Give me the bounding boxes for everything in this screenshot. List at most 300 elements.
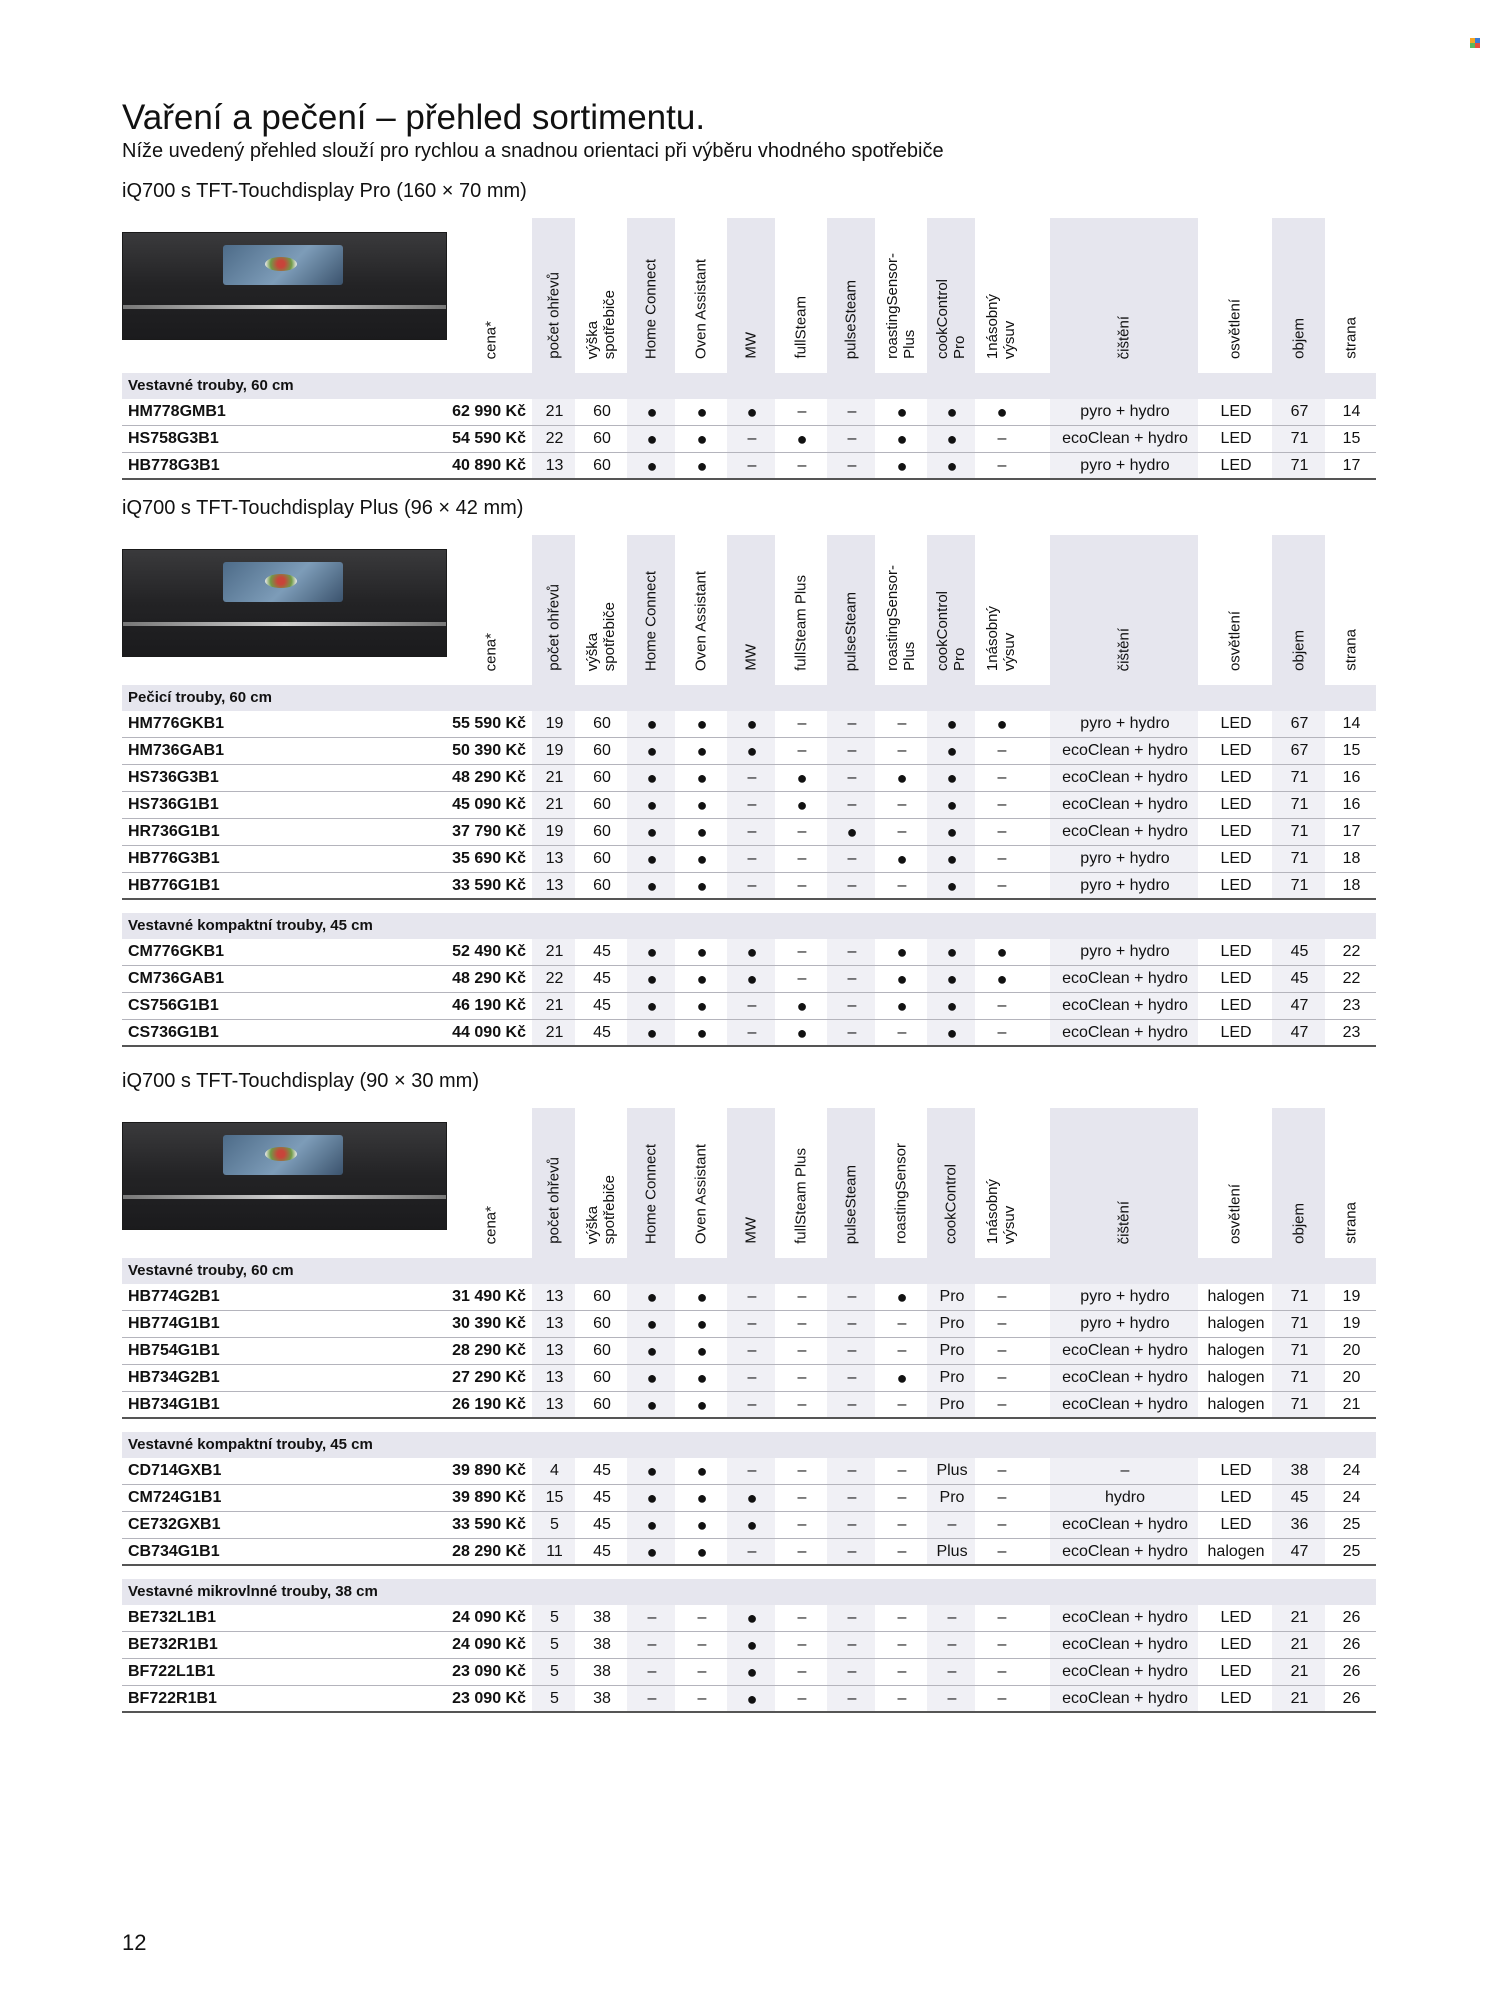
table-cell: ● (646, 1542, 658, 1562)
table-row (122, 792, 1376, 819)
table-cell: 22 (1342, 970, 1361, 987)
table-cell: ecoClean + hydro (1062, 1690, 1188, 1707)
table-cell: – (847, 403, 857, 420)
table-cell: 13 (545, 1288, 564, 1305)
table-cell: ● (646, 1488, 658, 1508)
model-cell: HR736G1B1 (128, 823, 220, 840)
table-cell: pyro + hydro (1080, 403, 1170, 420)
table-cell: 26 (1342, 1636, 1361, 1653)
table-cell: – (897, 1690, 907, 1707)
table-row (122, 1284, 1376, 1311)
price-cell: 33 590 Kč (452, 877, 526, 894)
model-cell: CB734G1B1 (128, 1543, 220, 1560)
table-cell: 71 (1290, 769, 1309, 786)
table-cell: – (797, 1489, 807, 1506)
table-cell: ● (646, 1461, 658, 1481)
table-cell: LED (1220, 430, 1252, 447)
price-cell: 40 890 Kč (452, 457, 526, 474)
table-cell: – (897, 1396, 907, 1413)
column-header-label: 1násobný výsuv (984, 605, 1018, 671)
table-cell: 5 (550, 1609, 559, 1626)
table-cell: ● (746, 942, 758, 962)
group-header: Vestavné trouby, 60 cm (122, 1258, 1376, 1284)
table-cell: 13 (545, 1369, 564, 1386)
column-header-label: Oven Assistant (692, 258, 710, 359)
table-cell: 5 (550, 1516, 559, 1533)
table-cell: – (997, 1342, 1007, 1359)
table-cell: – (797, 1462, 807, 1479)
table-cell: LED (1220, 1609, 1252, 1626)
table-cell: ● (696, 942, 708, 962)
table-cell: ● (646, 942, 658, 962)
column-header (777, 1108, 825, 1258)
table-cell: LED (1220, 877, 1252, 894)
column-header-label: Oven Assistant (692, 1143, 710, 1244)
price-cell: 31 490 Kč (452, 1288, 526, 1305)
model-cell: CE732GXB1 (128, 1516, 221, 1533)
table-cell: – (947, 1663, 957, 1680)
table-cell: – (747, 1462, 757, 1479)
table-cell: 60 (593, 769, 611, 786)
column-header (827, 1108, 875, 1258)
oven-display-image (223, 1135, 343, 1175)
table-cell: ● (696, 1461, 708, 1481)
table-cell: – (997, 823, 1007, 840)
table-cell: – (847, 997, 857, 1014)
table-cell: – (847, 1543, 857, 1560)
table-cell: ● (696, 969, 708, 989)
table-cell: Pro (939, 1288, 965, 1305)
column-header-label: cookControl (942, 1163, 960, 1244)
table-cell: LED (1220, 1690, 1252, 1707)
column-header (727, 535, 775, 685)
table-cell: LED (1220, 1516, 1252, 1533)
table-cell: – (847, 1369, 857, 1386)
table-cell: LED (1220, 796, 1252, 813)
column-header (1050, 535, 1198, 685)
column-header-label: pulseSteam (842, 1164, 860, 1244)
table-cell: ● (696, 1368, 708, 1388)
table-cell: ● (696, 849, 708, 869)
table-cell: – (897, 1609, 907, 1626)
table-cell: – (997, 1462, 1007, 1479)
table-cell: – (747, 1288, 757, 1305)
table-cell: 17 (1342, 457, 1361, 474)
table-cell: – (797, 1690, 807, 1707)
table-cell: – (747, 1342, 757, 1359)
column-header-label: fullSteam Plus (792, 1148, 810, 1244)
column-header-label: strana (1342, 317, 1359, 359)
table-cell: ● (796, 795, 808, 815)
table-cell: – (897, 715, 907, 732)
column-header (452, 1108, 530, 1258)
price-cell: 44 090 Kč (452, 1024, 526, 1041)
table-cell: ● (946, 876, 958, 896)
model-cell: CM776GKB1 (128, 943, 225, 960)
table-cell: 5 (550, 1663, 559, 1680)
table-cell: 60 (593, 1396, 611, 1413)
table-cell: ● (946, 1023, 958, 1043)
table-cell: 21 (1290, 1609, 1309, 1626)
table-cell: 21 (545, 769, 564, 786)
table-cell: ● (646, 1515, 658, 1535)
table-cell: 13 (545, 877, 564, 894)
column-header-label: cena* (482, 1205, 500, 1244)
table-cell: – (997, 1369, 1007, 1386)
table-cell: LED (1220, 1462, 1252, 1479)
table-cell: ● (946, 969, 958, 989)
table-cell: 22 (1342, 943, 1361, 960)
table-cell: Pro (939, 1489, 965, 1506)
table-cell: ecoClean + hydro (1062, 997, 1188, 1014)
table-cell: – (747, 430, 757, 447)
table-cell: 26 (1342, 1663, 1361, 1680)
table-cell: LED (1220, 403, 1252, 420)
column-header-label: Home Connect (642, 258, 660, 359)
column-header (827, 535, 875, 685)
table-cell: – (847, 430, 857, 447)
table-cell: ● (696, 768, 708, 788)
table-cell: – (797, 850, 807, 867)
table-cell: – (897, 1315, 907, 1332)
table-cell: – (847, 769, 857, 786)
logo-square-icon (1475, 43, 1480, 48)
column-header (627, 218, 675, 373)
table-cell: 13 (545, 1342, 564, 1359)
table-cell: 38 (593, 1636, 611, 1653)
table-cell: ● (646, 849, 658, 869)
table-cell: – (747, 457, 757, 474)
table-cell: – (997, 1609, 1007, 1626)
table-cell: 24 (1342, 1462, 1361, 1479)
table-cell: 11 (546, 1543, 563, 1560)
column-header (1200, 1108, 1270, 1258)
table-cell: ● (646, 714, 658, 734)
table-cell: halogen (1207, 1288, 1265, 1305)
table-cell: 45 (1290, 1489, 1309, 1506)
table-cell: 21 (545, 1024, 564, 1041)
table-cell: – (797, 1609, 807, 1626)
table-cell: LED (1220, 1663, 1252, 1680)
column-header (452, 218, 530, 373)
column-header (1272, 1108, 1325, 1258)
column-header-label: 1násobný výsuv (984, 1178, 1018, 1244)
table-row (122, 846, 1376, 873)
table-cell: ● (646, 429, 658, 449)
table-cell: ecoClean + hydro (1062, 769, 1188, 786)
table-cell: pyro + hydro (1080, 715, 1170, 732)
column-header (727, 218, 775, 373)
column-header-label: roastingSensor (892, 1143, 910, 1244)
group-header: Vestavné mikrovlnné trouby, 38 cm (122, 1579, 1376, 1605)
table-cell: LED (1220, 457, 1252, 474)
column-header-label: roastingSensor- Plus (884, 253, 918, 359)
model-cell: HB774G1B1 (128, 1315, 220, 1332)
column-header (577, 218, 625, 373)
column-header-label: fullSteam (792, 296, 810, 359)
table-cell: LED (1220, 1024, 1252, 1041)
oven-product-image (122, 549, 447, 657)
table-cell: 45 (1290, 970, 1309, 987)
group-header: Vestavné trouby, 60 cm (122, 373, 1376, 399)
table-cell: – (647, 1663, 657, 1680)
table-cell: 60 (593, 403, 611, 420)
table-cell: – (747, 1024, 757, 1041)
price-cell: 45 090 Kč (452, 796, 526, 813)
column-header (1200, 535, 1270, 685)
table-cell: LED (1220, 823, 1252, 840)
table-cell: – (847, 943, 857, 960)
table-cell: – (847, 877, 857, 894)
table-cell: – (797, 970, 807, 987)
table-row (122, 966, 1376, 993)
table-cell: LED (1220, 742, 1252, 759)
column-header (577, 535, 625, 685)
table-row (122, 1392, 1376, 1419)
table-cell: – (997, 742, 1007, 759)
table-cell: 71 (1290, 1288, 1309, 1305)
table-cell: ● (896, 1368, 908, 1388)
table-cell: 36 (1290, 1516, 1309, 1533)
table-cell: 21 (1342, 1396, 1361, 1413)
table-cell: ● (946, 795, 958, 815)
section-title: iQ700 s TFT-Touchdisplay Pro (160 × 70 mm) (122, 180, 527, 202)
table-cell: ● (646, 822, 658, 842)
table-cell: ● (896, 969, 908, 989)
table-cell: 71 (1290, 457, 1309, 474)
column-header-label: objem (1290, 318, 1307, 359)
table-cell: ● (696, 1395, 708, 1415)
table-cell: halogen (1207, 1369, 1265, 1386)
table-cell: LED (1220, 769, 1252, 786)
table-cell: – (847, 1024, 857, 1041)
table-cell: hydro (1104, 1489, 1146, 1506)
column-header-label: strana (1342, 1202, 1359, 1244)
table-cell: 60 (593, 457, 611, 474)
table-cell: 22 (545, 430, 564, 447)
table-cell: – (847, 796, 857, 813)
price-cell: 37 790 Kč (452, 823, 526, 840)
table-cell: ● (746, 1635, 758, 1655)
column-header (1327, 535, 1374, 685)
table-cell: ● (896, 768, 908, 788)
table-cell: – (747, 1543, 757, 1560)
model-cell: HB776G1B1 (128, 877, 220, 894)
table-cell: 26 (1342, 1609, 1361, 1626)
price-cell: 24 090 Kč (452, 1609, 526, 1626)
table-cell: ● (946, 402, 958, 422)
group-header: Vestavné kompaktní trouby, 45 cm (122, 1432, 1376, 1458)
table-cell: ● (646, 1314, 658, 1334)
table-cell: – (997, 1663, 1007, 1680)
table-cell: ● (746, 1515, 758, 1535)
table-cell: – (797, 1543, 807, 1560)
table-cell: 60 (593, 1369, 611, 1386)
table-cell: 21 (1290, 1636, 1309, 1653)
column-header-label: počet ohřevů (545, 272, 562, 359)
table-cell: – (997, 1516, 1007, 1533)
column-header-label: čištění (1115, 627, 1133, 671)
model-cell: HS736G1B1 (128, 796, 219, 813)
table-cell: 24 (1342, 1489, 1361, 1506)
table-cell: Pro (939, 1369, 965, 1386)
column-header-label: výška spotřebiče (584, 601, 618, 671)
column-header-label: fullSteam Plus (792, 575, 810, 671)
table-cell: ● (696, 741, 708, 761)
table-cell: 5 (550, 1690, 559, 1707)
price-cell: 23 090 Kč (452, 1690, 526, 1707)
table-cell: – (997, 1024, 1007, 1041)
price-cell: 39 890 Kč (452, 1489, 526, 1506)
table-cell: pyro + hydro (1080, 1315, 1170, 1332)
table-cell: 71 (1290, 430, 1309, 447)
table-cell: Pro (939, 1315, 965, 1332)
table-cell: – (847, 1690, 857, 1707)
table-cell: 16 (1342, 769, 1361, 786)
oven-product-image (122, 232, 447, 340)
table-cell: LED (1220, 1489, 1252, 1506)
column-header (627, 535, 675, 685)
table-cell: 16 (1342, 796, 1361, 813)
price-cell: 24 090 Kč (452, 1636, 526, 1653)
table-cell: ● (646, 1287, 658, 1307)
table-cell: – (997, 457, 1007, 474)
table-cell: LED (1220, 970, 1252, 987)
table-cell: – (797, 1369, 807, 1386)
column-header-label: objem (1290, 1203, 1307, 1244)
table-cell: – (797, 715, 807, 732)
table-cell: 45 (593, 1462, 611, 1479)
table-cell: – (797, 943, 807, 960)
table-cell: – (997, 1396, 1007, 1413)
table-cell: ● (646, 456, 658, 476)
price-cell: 23 090 Kč (452, 1663, 526, 1680)
table-cell: 47 (1290, 1024, 1309, 1041)
table-cell: ● (746, 1662, 758, 1682)
table-cell: – (797, 1315, 807, 1332)
table-cell: 20 (1342, 1342, 1361, 1359)
table-cell: 71 (1290, 850, 1309, 867)
table-cell: 19 (545, 715, 564, 732)
column-header-label: cena* (482, 320, 500, 359)
table-cell: pyro + hydro (1080, 457, 1170, 474)
table-cell: 21 (1290, 1663, 1309, 1680)
table-cell: 45 (593, 1516, 611, 1533)
table-cell: – (847, 1396, 857, 1413)
table-row (122, 1659, 1376, 1686)
table-cell: 45 (593, 1489, 611, 1506)
column-header (877, 1108, 925, 1258)
table-cell: – (697, 1609, 707, 1626)
table-cell: 67 (1290, 742, 1309, 759)
table-cell: ecoClean + hydro (1062, 1609, 1188, 1626)
table-cell: 21 (1290, 1690, 1309, 1707)
column-header (1200, 218, 1270, 373)
table-cell: – (747, 877, 757, 894)
table-cell: 60 (593, 1315, 611, 1332)
table-cell: ● (996, 402, 1008, 422)
table-cell: – (947, 1609, 957, 1626)
table-cell: – (747, 1369, 757, 1386)
table-row (122, 1686, 1376, 1713)
table-cell: ● (696, 714, 708, 734)
model-cell: HM776GKB1 (128, 715, 225, 732)
table-cell: ● (646, 795, 658, 815)
column-header (532, 535, 575, 685)
table-cell: ecoClean + hydro (1062, 823, 1188, 840)
table-cell: 15 (545, 1489, 564, 1506)
table-cell: ecoClean + hydro (1062, 1516, 1188, 1533)
table-row (122, 993, 1376, 1020)
table-cell: ● (946, 741, 958, 761)
table-cell: Pro (939, 1396, 965, 1413)
table-cell: – (997, 1636, 1007, 1653)
table-cell: – (797, 1396, 807, 1413)
price-cell: 33 590 Kč (452, 1516, 526, 1533)
table-cell: ● (696, 1341, 708, 1361)
table-cell: 71 (1290, 1369, 1309, 1386)
table-cell: 19 (1342, 1288, 1361, 1305)
table-cell: ● (646, 969, 658, 989)
model-cell: BE732R1B1 (128, 1636, 218, 1653)
table-cell: ● (896, 996, 908, 1016)
table-cell: 60 (593, 796, 611, 813)
table-cell: 4 (550, 1462, 559, 1479)
table-cell: – (897, 1342, 907, 1359)
table-cell: ● (746, 1608, 758, 1628)
table-cell: 45 (593, 1024, 611, 1041)
group-header: Pečicí trouby, 60 cm (122, 685, 1376, 711)
table-row (122, 1632, 1376, 1659)
table-cell: – (797, 1516, 807, 1533)
table-cell: 19 (545, 742, 564, 759)
column-header (532, 1108, 575, 1258)
table-cell: 71 (1290, 796, 1309, 813)
table-cell: ● (646, 996, 658, 1016)
model-cell: HB754G1B1 (128, 1342, 220, 1359)
table-cell: – (897, 1516, 907, 1533)
column-header (1272, 535, 1325, 685)
table-cell: ● (696, 402, 708, 422)
column-header (927, 535, 975, 685)
table-row (122, 819, 1376, 846)
table-cell: 13 (545, 1315, 564, 1332)
table-cell: – (747, 1315, 757, 1332)
table-cell: – (1120, 1462, 1130, 1479)
table-cell: – (797, 823, 807, 840)
table-cell: 60 (593, 430, 611, 447)
table-row (122, 426, 1376, 453)
table-cell: ● (696, 996, 708, 1016)
column-header (677, 218, 725, 373)
table-cell: – (797, 1636, 807, 1653)
column-header (1327, 218, 1374, 373)
table-cell: 38 (593, 1663, 611, 1680)
column-header-label: Oven Assistant (692, 570, 710, 671)
table-cell: 67 (1290, 715, 1309, 732)
table-cell: 18 (1342, 850, 1361, 867)
price-cell: 52 490 Kč (452, 943, 526, 960)
table-cell: 71 (1290, 823, 1309, 840)
table-cell: ● (696, 1023, 708, 1043)
column-header-label: počet ohřevů (545, 1157, 562, 1244)
table-row (122, 399, 1376, 426)
column-header (977, 218, 1025, 373)
table-cell: 47 (1290, 1543, 1309, 1560)
table-cell: ecoClean + hydro (1062, 1342, 1188, 1359)
table-cell: – (897, 1663, 907, 1680)
price-cell: 55 590 Kč (452, 715, 526, 732)
